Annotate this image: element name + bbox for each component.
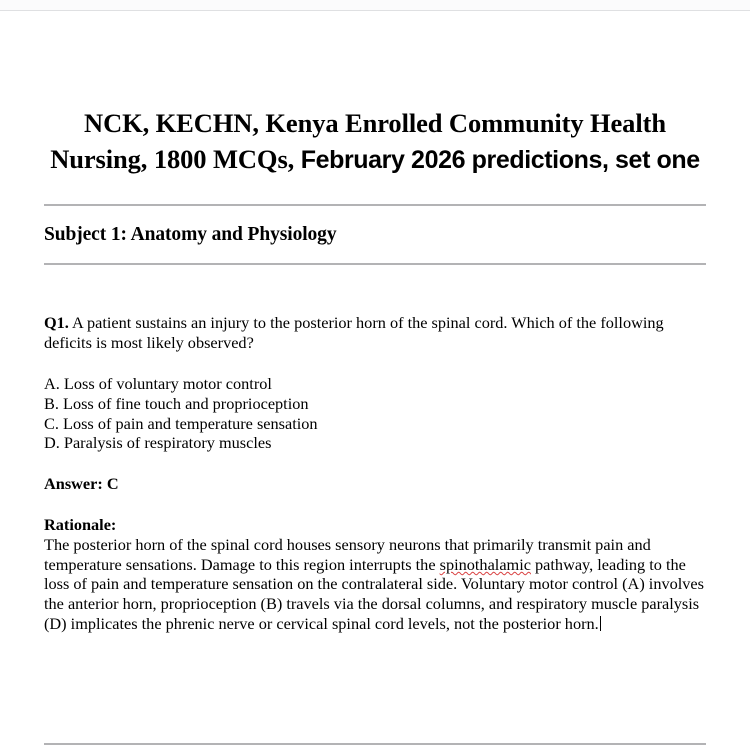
option-a[interactable]: A. Loss of voluntary motor control [44, 374, 272, 394]
rationale-label: Rationale: [44, 514, 117, 534]
spellcheck-flagged-word[interactable]: spinothalamic [439, 554, 531, 574]
subject-heading: Subject 1: Anatomy and Physiology [44, 224, 337, 245]
option-b[interactable]: B. Loss of fine touch and proprioception [44, 393, 309, 413]
question-stem [44, 313, 706, 352]
answer-options-list [44, 352, 706, 453]
document-page [0, 12, 750, 750]
page-title [44, 105, 706, 178]
text-caret [600, 616, 601, 631]
rationale-segment-two: pathway, leading to the loss of pain and temperature sensation on the contralateral side. Voluntary motor control (A) involves the anterior horn, proprioception (B) travels via the dorsal columns, and respiratory muscle paralysis (D) implicates the phrenic nerve or cervical spinal cord levels, not the posterior horn. [44, 554, 704, 633]
question-number: Q1. [44, 313, 69, 332]
page-title-sans-segment: February 2026 predictions, set one [294, 146, 700, 174]
window-chrome-strip [0, 0, 750, 11]
option-c[interactable]: C. Loss of pain and temperature sensation [44, 413, 318, 433]
question-stem-text: A patient sustains an injury to the posterior horn of the spinal cord. Which of the following deficits is most likely observed? [44, 313, 664, 352]
divider-page-footer [44, 743, 706, 745]
answer-label: Answer: C [44, 474, 119, 493]
rationale-segment-one: The posterior horn of the spinal cord houses sensory neurons that primarily transmit pain and temperature sensations. Damage to this region interrupts the [44, 535, 651, 574]
question-block [44, 265, 706, 633]
page-title-serif-segment: NCK, KECHN, Kenya Enrolled Community Health Nursing, 1800 MCQs, [50, 108, 666, 174]
rationale-text [44, 534, 706, 633]
document-content [44, 12, 706, 633]
option-d[interactable]: D. Paralysis of respiratory muscles [44, 433, 272, 453]
